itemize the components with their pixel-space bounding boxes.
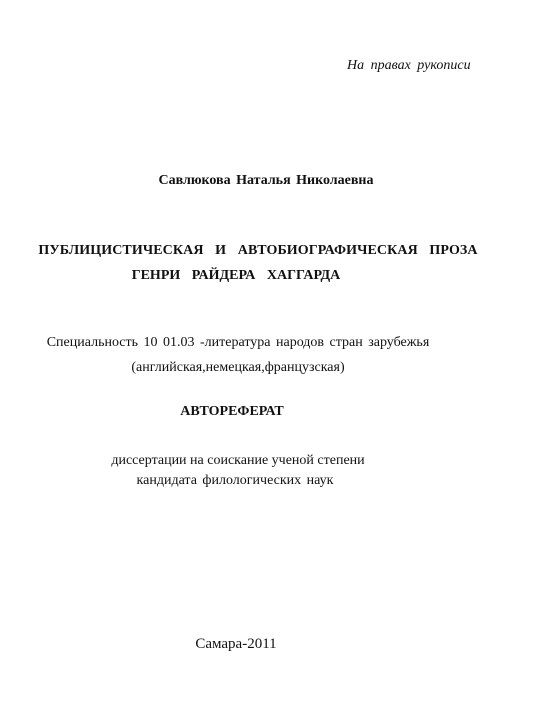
work-title-line-1: ПУБЛИЦИСТИЧЕСКАЯ И АВТОБИОГРАФИЧЕСКАЯ ПРОЗА <box>38 243 478 258</box>
dissertation-line-1: диссертации на соискание ученой степени <box>111 453 365 468</box>
author-name: Савлюкова Наталья Николаевна <box>158 173 374 188</box>
rights-note: На правах рукописи <box>347 58 471 73</box>
specialty-line-2: (английская,немецкая,французская) <box>131 360 345 375</box>
dissertation-line-2: кандидата филологических наук <box>136 473 334 488</box>
work-title-line-2: ГЕНРИ РАЙДЕРА ХАГГАРДА <box>131 268 341 283</box>
specialty-line-1: Специальность 10 01.03 -литература народов стран зарубежья <box>46 335 430 350</box>
document-type-heading: АВТОРЕФЕРАТ <box>180 404 284 419</box>
place-and-year: Самара-2011 <box>195 636 277 652</box>
